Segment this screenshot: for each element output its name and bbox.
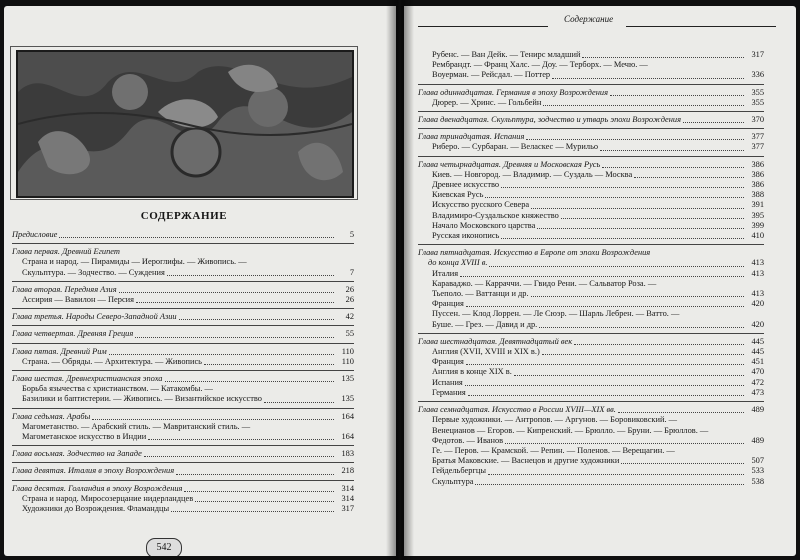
toc-entry-title: Глава вторая. Передняя Азия [12,284,117,294]
toc-subentry [418,367,764,377]
toc-entry-title: Глава пятнадцатая. Искусство в Европе от эпохи Возрождения [418,248,651,258]
toc-entry-title: Италия [432,268,459,278]
toc-subentry [418,309,764,319]
toc-entry-title: Ассирия — Вавилон — Персия [22,295,134,305]
section-divider [418,156,764,157]
toc-chapter-entry [12,412,354,422]
toc-entry-title: Глава четвертая. Древняя Греция [12,329,134,339]
toc-page-number: 445 [751,347,764,357]
toc-page-number: 420 [751,319,764,329]
dot-leader [119,292,334,293]
toc-page-number: 472 [751,377,764,387]
toc-entry-title: Страна и народ. — Пирамиды — Иероглифы. — Живопись. — [22,257,247,267]
dot-leader [109,354,334,355]
dot-leader [600,150,744,151]
toc-page-number: 470 [751,367,764,377]
toc-subentry [12,394,354,404]
toc-subentry [418,231,764,241]
toc-page-number: 26 [345,284,354,294]
toc-chapter-entry [12,329,354,339]
toc-entry-title: Глава четырнадцатая. Древняя и Московская Русь [418,159,601,169]
toc-subentry [418,299,764,309]
dot-leader [165,381,335,382]
dot-leader [501,238,744,239]
dot-leader [634,177,744,178]
toc-subentry [418,190,764,200]
toc-entry-title: Скульптура. — Зодчество. — Суждения [22,267,165,277]
toc-page-number: 399 [751,220,764,230]
dot-leader [136,302,334,303]
toc-page-number: 314 [341,483,354,493]
section-divider [12,308,354,309]
toc-entry-title: Венецианов — Егоров. — Кипренский. — Брюлло. — Бруни. — Брюллов. — [432,425,709,435]
toc-page-number: 445 [751,336,764,346]
dot-leader [537,228,744,229]
toc-page-number: 314 [341,493,354,503]
toc-page-number: 7 [349,267,354,277]
toc-page-number: 336 [751,70,764,80]
toc-entry-title: Русская иконопись [432,231,500,241]
toc-page-number: 164 [341,411,354,421]
dot-leader [171,511,334,512]
dot-leader [552,78,744,79]
toc-page-number: 388 [751,190,764,200]
toc-page-number: 5 [349,230,354,239]
right-page [404,6,796,556]
toc-page-number: 489 [751,435,764,445]
toc-chapter-entry [12,484,354,494]
toc-page-number: 395 [751,210,764,220]
toc-entry-title: Глава шестнадцатая. Девятнадцатый век [418,336,573,346]
toc-page-number: 135 [341,394,354,404]
dot-leader [526,139,744,140]
section-divider [12,462,354,463]
dot-leader [466,364,744,365]
toc-page-number: 164 [341,432,354,442]
dot-leader [610,95,744,96]
section-divider [12,445,354,446]
dot-leader [264,402,334,403]
toc-chapter-entry [12,247,354,257]
book-gutter [386,0,414,560]
toc-page-number: 533 [751,466,764,476]
dot-leader [144,456,334,457]
dot-leader [683,122,744,123]
dot-leader [179,319,334,320]
dot-leader [148,439,334,440]
toc-subentry [418,60,764,70]
toc-page-number: 183 [341,449,354,459]
toc-entry-title: Киевская Русь [432,190,484,200]
toc-chapter-entry [12,312,354,322]
dot-leader [531,208,744,209]
dot-leader [543,105,744,106]
toc-entry-title: Англия (XVII, XVIII и XIX в.) [432,347,540,357]
section-divider [418,128,764,129]
toc-entry-title: Глава тринадцатая. Испания [418,132,525,142]
toc-entry-title: Магометанское искусство в Индии [22,432,147,442]
toc-page-number: 413 [751,268,764,278]
toc-entry-title: Глава девятая. Италия в эпоху Возрождения [12,466,175,476]
dot-leader [505,443,744,444]
dot-leader [460,276,744,277]
toc-page-number: 410 [751,231,764,241]
toc-subentry [418,70,764,80]
toc-subentry [12,257,354,267]
toc-page-number: 26 [345,295,354,305]
toc-entry-title: Ге. — Перов. — Крамской. — Репин. — Поленов. — Верещагин. — [432,445,675,455]
section-divider [12,343,354,344]
toc-page-number: 355 [751,87,764,97]
toc-entry-title: Франция [432,357,464,367]
section-divider [418,401,764,402]
toc-subentry [418,388,764,398]
dot-leader [488,474,744,475]
dot-leader [542,354,744,355]
ornamental-relief-image [16,50,354,198]
toc-page-number: 55 [345,329,354,339]
toc-page-number: 135 [341,374,354,384]
right-toc-column [418,50,764,487]
dot-leader [539,327,744,328]
header-rule-left [418,26,548,27]
toc-subentry [418,279,764,289]
section-divider [12,325,354,326]
toc-chapter-entry [12,230,354,240]
toc-page-number: 386 [751,169,764,179]
section-divider [418,84,764,85]
dot-leader [59,237,334,238]
toc-entry-title: Глава третья. Народы Северо-Западной Азии [12,312,177,322]
dot-leader [195,501,334,502]
toc-subentry [12,422,354,432]
toc-entry-title: Германия [432,387,466,397]
toc-page-number: 110 [341,356,354,366]
dot-leader [582,57,744,58]
dot-leader [176,474,334,475]
toc-subentry [418,50,764,60]
section-divider [12,408,354,409]
section-divider [12,281,354,282]
toc-page-number: 370 [751,115,764,125]
toc-subentry [418,320,764,330]
toc-subentry [418,378,764,388]
section-divider [12,480,354,481]
toc-page-number: 420 [751,299,764,309]
toc-chapter-entry [12,466,354,476]
toc-entry-title: Риберо. — Сурбаран. — Веласкес — Мурильо [432,142,599,152]
toc-page-number: 413 [751,289,764,299]
toc-subentry [418,415,764,425]
toc-entry-title: Древнее искусство [432,180,500,190]
toc-entry-title: Глава семнадцатая. Искусство в России XVIII—XIX вв. [418,405,616,415]
toc-subentry [418,221,764,231]
toc-entry-title: Гейдельбергцы [432,466,486,476]
toc-entry-title: Глава восьмая. Зодчество на Западе [12,449,142,459]
toc-entry-title: Глава двенадцатая. Скульптура, зодчество и утварь эпохи Возрождения [418,115,681,125]
toc-subentry [418,269,764,279]
toc-entry-title: Воуерман. — Рейсдал. — Поттер [432,70,551,80]
toc-entry-title: Художники до Возрождения. Фламандцы [22,504,170,514]
toc-entry-title: до конца XVIII в. [428,258,488,268]
page-number: 542 [146,538,182,556]
toc-page-number: 386 [751,180,764,190]
dot-leader [602,167,744,168]
toc-page-number: 489 [751,405,764,415]
toc-page-number: 386 [751,159,764,169]
toc-subentry [12,384,354,394]
toc-subentry [12,357,354,367]
toc-subentry [418,200,764,210]
toc-entry-title: Глава одиннадцатая. Германия в эпоху Возрождения [418,87,608,97]
dot-leader [514,375,744,376]
toc-entry-title: Глава шестая. Древнехристианская эпоха [12,374,163,384]
toc-page-number: 507 [751,456,764,466]
dot-leader [167,275,334,276]
contents-heading: СОДЕРЖАНИЕ [140,210,228,222]
toc-entry-title: Магометанство. — Арабский стиль. — Мавританский стиль. — [22,421,251,431]
toc-subentry [418,466,764,476]
toc-entry-title: Дюрер. — Хринс. — Гольбейн [432,97,542,107]
toc-page-number: 42 [345,312,354,322]
section-divider [418,111,764,112]
dot-leader [621,463,744,464]
dot-leader [468,395,744,396]
toc-chapter-entry [418,132,764,142]
toc-entry-title: Федотов. — Иванов [432,435,504,445]
toc-chapter-entry [12,347,354,357]
toc-entry-title: Базилики и баптистерии. — Живопись. — Византийское искусство [22,394,262,404]
toc-page-number: 317 [341,504,354,514]
toc-entry-title: Рубенс. — Ван Дейк. — Тенирс младший [432,50,581,59]
toc-page-number: 473 [751,387,764,397]
toc-chapter-entry [418,88,764,98]
toc-page-number: 317 [751,50,764,59]
toc-entry-title: Страна. — Обряды. — Архитектура. — Живопись [22,356,203,366]
toc-entry-title: Борьба язычества с христианством. — Катакомбы. — [22,384,213,394]
left-page [4,6,396,556]
section-divider [12,243,354,244]
dot-leader [135,337,334,338]
toc-page-number: 218 [341,466,354,476]
toc-entry-title: Глава десятая. Голландия в эпоху Возрождения [12,483,183,493]
toc-subentry [418,357,764,367]
toc-subentry [12,432,354,442]
dot-leader [561,218,744,219]
dot-leader [489,266,744,267]
toc-entry-title: Братья Маковские. — Васнецов и другие художники [432,456,620,466]
toc-subentry [418,180,764,190]
toc-entry-title: Глава пятая. Древний Рим [12,346,107,356]
toc-chapter-entry [418,405,764,415]
toc-page-number: 391 [751,200,764,210]
toc-entry-title: Пуссен. — Клод Лоррен. — Ле Сюэр. — Шарль Лебрен. — Ватто. — [432,309,680,319]
toc-entry-title: Владимиро-Суздальское княжество [432,210,559,220]
toc-subentry [418,211,764,221]
toc-chapter-entry [418,337,764,347]
toc-entry-title: Первые художники. — Антропов. — Аргунов. — Боровиковский. — [432,415,678,425]
dot-leader [466,306,744,307]
toc-page-number: 538 [751,476,764,486]
toc-entry-title: Предисловие [12,230,58,239]
toc-subentry [418,170,764,180]
running-header: Содержание [564,14,614,24]
toc-entry-title: Искусство русского Севера [432,200,530,210]
toc-chapter-entry [12,285,354,295]
section-divider [418,333,764,334]
toc-subentry [418,347,764,357]
toc-subentry [418,98,764,108]
toc-subentry [12,295,354,305]
toc-entry-title: Караваджо. — Карраччи. — Гвидо Рени. — Сальватор Роза. — [432,278,657,288]
toc-chapter-entry [418,160,764,170]
dot-leader [184,491,334,492]
toc-subentry [418,446,764,456]
dot-leader [204,364,334,365]
dot-leader [574,344,744,345]
dot-leader [475,484,744,485]
toc-entry-title: Начало Московского царства [432,220,536,230]
toc-subentry [12,504,354,514]
toc-subentry [12,494,354,504]
toc-entry-title: Рембрандт. — Франц Халс. — Доу. — Терборх. — Мечю. — [432,60,648,70]
dot-leader [501,187,744,188]
toc-page-number: 413 [751,258,764,268]
toc-entry-title: Испания [432,377,463,387]
toc-subentry [418,289,764,299]
toc-page-number: 451 [751,357,764,367]
toc-page-number: 377 [751,142,764,152]
toc-entry-title: Буше. — Грез. — Давид и др. [432,319,538,329]
toc-chapter-entry [418,115,764,125]
toc-entry-title: Глава седьмая. Арабы [12,411,91,421]
toc-entry-title: Тьеполо. — Ваттанци и др. [432,289,529,299]
toc-page-number: 110 [341,346,354,356]
toc-entry-title: Скульптура [432,476,474,486]
dot-leader [531,296,744,297]
toc-subentry [418,477,764,487]
toc-subentry [418,436,764,446]
toc-subentry [12,268,354,278]
toc-entry-title: Англия в конце XIX в. [432,367,512,377]
toc-subentry [418,426,764,436]
relief-drawing [18,52,352,196]
toc-entry-title: Глава первая. Древний Египет [12,247,120,257]
left-toc-column [12,230,354,514]
section-divider [418,244,764,245]
section-divider [12,370,354,371]
toc-chapter-entry [12,449,354,459]
dot-leader [465,385,744,386]
toc-page-number: 355 [751,97,764,107]
dot-leader [618,412,744,413]
toc-chapter-entry [12,374,354,384]
toc-entry-title: Киев. — Новгород. — Владимир. — Суздаль — Москва [432,169,633,179]
toc-subentry [418,456,764,466]
toc-entry-title: Франция [432,299,464,309]
toc-chapter-entry [418,248,764,258]
dot-leader [92,419,334,420]
toc-entry-title: Страна и народ. Миросозерцание нидерландцев [22,493,194,503]
header-rule-right [626,26,776,27]
toc-page-number: 377 [751,132,764,142]
toc-subentry [418,142,764,152]
dot-leader [485,197,744,198]
toc-subentry [418,258,764,268]
